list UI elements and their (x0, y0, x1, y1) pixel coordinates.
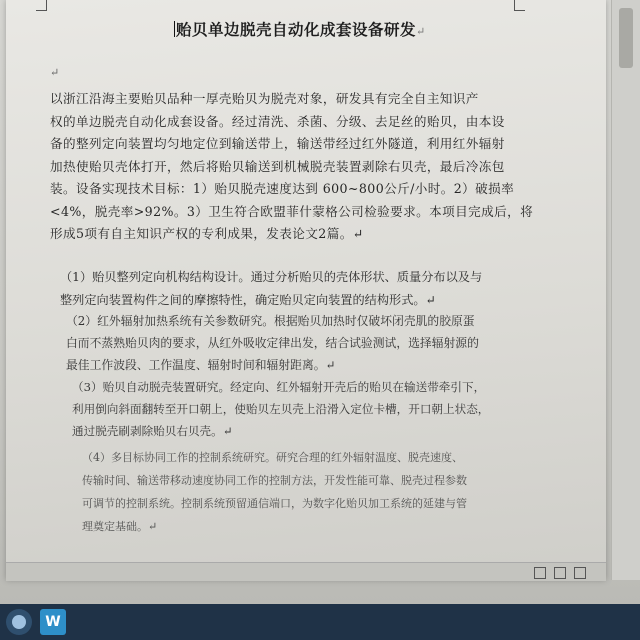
item-4-paragraph[interactable]: （4）多目标协同工作的控制系统研究。研究合理的红外辐射温度、脱壳速度、 传输时间、输送带移动速度协同工作的控制方法，开发性能可靠、脱壳过程参数 可调节的控制系统。控制系统预留通信端口，为数字化贻贝加工系统的延建与管 理奠定基础。↵ (82, 451, 467, 533)
browser-app-icon[interactable] (6, 609, 32, 635)
zoom-icon[interactable] (574, 567, 586, 579)
item-1-paragraph[interactable]: （1）贻贝整列定向机构结构设计。通过分析贻贝的壳体形状、质量分布以及与 整列定向装置构件之间的摩擦特性，确定贻贝定向装置的结构形式。↵ (60, 270, 483, 307)
wps-writer-app-icon[interactable]: W (40, 609, 66, 635)
layout-icon[interactable] (554, 567, 566, 579)
paragraph-mark-icon: ↵ (416, 25, 426, 38)
vertical-scrollbar[interactable] (611, 0, 640, 580)
paragraph-mark-icon: ↵ (50, 66, 60, 79)
item-2-paragraph[interactable]: （2）红外辐射加热系统有关参数研究。根据贻贝加热时仅破坏闭壳肌的胶原蛋 白而不蒸熟贻贝肉的要求，从红外吸收定律出发，结合试验测试，选择辐射源的 最佳工作波段、工作温度、辐射时间和辐射距离。↵ (66, 314, 479, 372)
document-title[interactable]: 贻贝单边脱壳自动化成套设备研发↵ (176, 20, 426, 39)
margin-corner-mark-left (36, 0, 47, 11)
taskbar (0, 604, 640, 640)
document-page[interactable] (6, 0, 606, 580)
status-bar (6, 562, 606, 581)
intro-paragraph[interactable]: 以浙江沿海主要贻贝品种一厚壳贻贝为脱壳对象，研发具有完全自主知识产 权的单边脱壳自动化成套设备。经过清洗、杀菌、分级、去足丝的贻贝，由本设 备的整列定向装置均匀地定位到输送带上，输送带经过红外隧道，利用红外辐射 加热使贻贝壳体打开，然后将贻贝输送到机械脱壳装置剥除右贝壳，最后冷冻包 装。设备实现技术目标：1）贻贝脱壳速度达到 600~800公斤/小时。2）破损率 <4%，脱壳率>92%。3）卫生符合欧盟菲什蒙格公司检验要求。本项目完成后，将 形成5项有自主知识产权的专利成果，发表论文2篇。↵ (50, 91, 534, 241)
item-3-paragraph[interactable]: （3）贻贝自动脱壳装置研究。经定向、红外辐射开壳后的贻贝在输送带牵引下， 利用倒向斜面翻转至开口朝上，使贻贝左贝壳上沿滑入定位卡槽，开口朝上状态， 通过脱壳刷剥除贻贝右贝壳。↵ (72, 380, 490, 438)
text-cursor (174, 21, 175, 37)
margin-corner-mark-right (514, 0, 525, 11)
view-mode-icon[interactable] (534, 567, 546, 579)
scroll-thumb[interactable] (619, 8, 633, 68)
